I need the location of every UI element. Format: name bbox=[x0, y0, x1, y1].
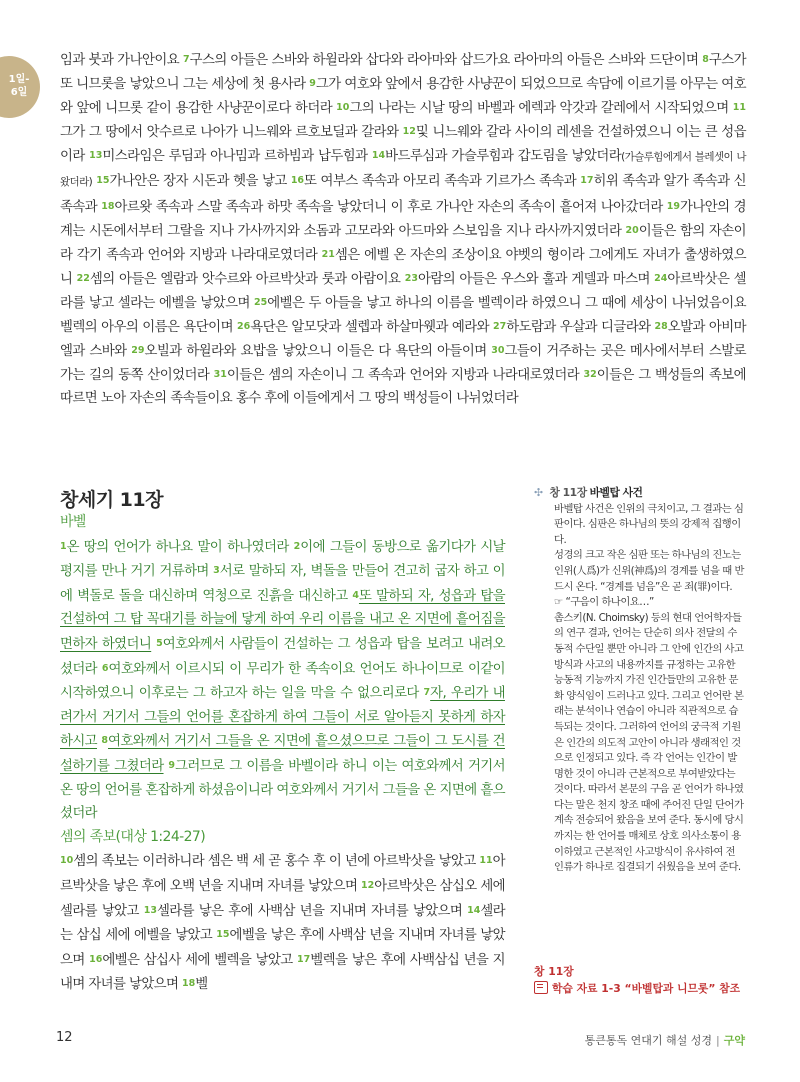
shem-genealogy-verses bbox=[60, 849, 505, 997]
verse-text: 구스의 아들은 스바와 하윌라와 삽다와 라아마와 삽드가요 라아마의 아들은 스바와 드단이며 bbox=[189, 53, 703, 68]
verse-text: 오빌과 하윌라와 요밥을 낳았으니 이들은 다 욕단의 아들이며 bbox=[144, 344, 492, 360]
verse-number: 26 bbox=[236, 321, 251, 333]
verse-number: 15 bbox=[96, 175, 110, 187]
verse-text: 그들이 거주하는 곳은 메사에서부터 스발로 가는 길의 동쪽 산이었더라 bbox=[60, 344, 746, 384]
verse-text: 셀라는 삼십 세에 에벨을 낳았고 bbox=[60, 903, 505, 944]
verse-text: 또 여부스 족속과 아모리 족속과 기르가스 족속과 bbox=[304, 174, 581, 190]
verse-text: 여호와께서 이르시되 이 무리가 한 족속이요 언어도 하나이므로 이같이 시작하였으니 이후로는 그 하고자 하는 일을 막을 수 없으리로다 bbox=[60, 661, 505, 702]
verse-number: 1 bbox=[60, 540, 67, 552]
genesis-10-continued-text bbox=[60, 48, 746, 410]
verse-number: 14 bbox=[467, 904, 481, 916]
verse-text: 셈의 아들은 엘람과 앗수르와 아르박삿과 룻과 아람이요 bbox=[89, 271, 405, 287]
verse-number: 23 bbox=[404, 272, 418, 284]
verse-number: 10 bbox=[336, 102, 350, 114]
verse-text: 아르박삿은 셀라를 낳고 셀라는 에벨을 낳았으며 bbox=[60, 271, 746, 311]
footer-separator: | bbox=[716, 1034, 720, 1047]
verse-number: 18 bbox=[101, 200, 115, 212]
verse-text: 오발과 아비마엘과 스바와 bbox=[60, 320, 746, 360]
verse-text: 이들은 그 백성들의 족보에 따르면 노아 자손의 족속들이요 홍수 후에 이들에게서 그 땅의 백성들이 나뉘었더라 bbox=[60, 368, 746, 407]
verse-number: 20 bbox=[625, 224, 639, 236]
note-heading bbox=[534, 485, 744, 501]
verse-number: 24 bbox=[654, 272, 668, 284]
verse-text: 그러므로 그 이름을 바벨이라 하니 이는 여호와께서 거기서 온 땅의 언어를 혼잡하게 하셨음이니라 여호와께서 거기서 그들을 온 지면에 흩으셨더라 bbox=[60, 758, 505, 822]
note-paragraph: 성경의 크고 작은 심판 또는 하나님의 진노는 인위(人爲)가 신위(神爲)의 경계를 넘을 때 반드시 온다. “경계를 넘음”은 곧 죄(罪)이다. bbox=[554, 549, 744, 593]
verse-number: 21 bbox=[321, 248, 335, 260]
verse-number: 5 bbox=[156, 637, 163, 649]
page-number: 12 bbox=[56, 1030, 73, 1045]
verse-text: 에벨을 낳은 후에 사백삼 년을 지내며 자녀를 낳았으며 bbox=[60, 928, 505, 968]
underlined-verse-text: 또 말하되 자, 성읍과 탑을 건설하여 그 탑 꼭대기를 하늘에 닿게 하여 우리 이름을 내고 온 지면에 흩어짐을 면하자 하였더니 bbox=[60, 588, 506, 652]
verse-text: 셀라를 낳은 후에 사백삼 년을 지내며 자녀를 낳았으며 bbox=[156, 903, 468, 919]
verse-text: 및 니느웨와 갈라 사이의 레센을 건설하였으니 이는 큰 성읍이라 bbox=[60, 125, 746, 165]
verse-text: 이에 그들이 동방으로 옮기다가 시날 평지를 만나 거기 거류하며 bbox=[60, 539, 506, 580]
verse-number: 13 bbox=[143, 904, 157, 916]
verse-text: 서로 말하되 자, 벽돌을 만들어 견고히 굽자 하고 이에 벽돌로 돌을 대신하며 역청으로 진흙을 대신하고 bbox=[60, 564, 505, 604]
verse-text: 가나안의 경계는 시돈에서부터 그랄을 지나 가사까지와 소돔과 고모라와 아드마와 스보임을 지나 라사까지였더라 bbox=[60, 199, 746, 239]
verse-number: 27 bbox=[493, 321, 507, 333]
verse-text: 이들은 함의 자손이라 각기 족속과 언어와 지방과 나라대로였더라 bbox=[60, 223, 747, 263]
section-title-shem-genealogy: 셈의 족보(대상 1:24-27) bbox=[60, 828, 206, 845]
genesis-11-column bbox=[60, 511, 505, 997]
study-material-reference[interactable] bbox=[534, 981, 740, 996]
verse-number: 6 bbox=[101, 662, 109, 674]
verse-number: 11 bbox=[732, 102, 746, 114]
verse-number: 29 bbox=[131, 345, 145, 357]
note-paragraph: 바벨탑 사건은 인위의 극치이고, 그 결과는 심판이다. 심판은 하나님의 뜻의 강제적 집행이다. bbox=[554, 502, 744, 546]
note-chapter-label: 창 11장 bbox=[549, 486, 587, 499]
verse-text: 그의 나라는 시날 땅의 바벨과 에렉과 악갓과 갈레에서 시작되었으며 bbox=[349, 101, 733, 117]
note-quote: ☞ “구음이 하나이요…” bbox=[554, 596, 654, 609]
verse-number: 15 bbox=[216, 929, 230, 941]
note-body bbox=[554, 502, 744, 876]
verse-text: 가나안은 장자 시돈과 헷을 낳고 bbox=[109, 174, 291, 190]
verse-text: 에벨은 삼십사 세에 벨렉을 낳았고 bbox=[102, 952, 298, 968]
study-material-link-text[interactable]: 학습 자료 1-3 “바벨탑과 니므롯” 참조 bbox=[552, 982, 741, 995]
verse-text: 히위 족속과 알가 족속과 신 족속과 bbox=[60, 174, 746, 215]
document-icon bbox=[534, 981, 548, 994]
verse-text: 에벨은 두 아들을 낳고 하나의 이름을 벨렉이라 하였으니 그 때에 세상이 나뉘었음이요 벨렉의 아우의 이름은 욕단이며 bbox=[60, 295, 746, 336]
babel-verses bbox=[60, 535, 505, 826]
footer bbox=[585, 1032, 745, 1048]
underlined-verse-text: 자, 우리가 내려가서 거기서 그들의 언어를 혼잡하게 하여 그들이 서로 알아듣지 못하게 하자 하시고 bbox=[60, 686, 505, 750]
verse-number: 3 bbox=[213, 565, 220, 577]
chapter-title: 창세기 11장 bbox=[60, 489, 163, 511]
verse-number: 8 bbox=[702, 54, 709, 65]
verse-number: 22 bbox=[76, 272, 90, 284]
verse-number: 12 bbox=[361, 879, 375, 891]
verse-number: 9 bbox=[168, 759, 176, 771]
verse-text: 구스가 또 니므롯을 낳았으니 그는 세상에 첫 용사라 bbox=[60, 53, 746, 93]
verse-text: 그가 여호와 앞에서 용감한 사냥꾼이 되었으므로 속담에 이르기를 아무는 여호와 앞에 니므롯 같이 용감한 사냥꾼이로다 하더라 bbox=[60, 77, 746, 117]
cross-ornament-icon: ✣ bbox=[534, 486, 543, 499]
section-title-babel: 바벨 bbox=[60, 514, 86, 530]
day-range-label: 1일- 6일 bbox=[8, 74, 30, 98]
verse-text: 이들은 셈의 자손이니 그 족속과 언어와 지방과 나라대로였더라 bbox=[226, 368, 584, 384]
verse-text: 온 땅의 언어가 하나요 말이 하나였더라 bbox=[66, 539, 294, 555]
verse-number: 18 bbox=[182, 978, 196, 990]
verse-text: 바드루심과 가슬루힘과 갑도림을 낳았더라 bbox=[385, 149, 622, 165]
verse-number: 32 bbox=[583, 369, 597, 381]
day-range-tab bbox=[0, 56, 40, 118]
reference-chapter-label: 창 11장 bbox=[534, 965, 574, 978]
verse-text: 아르왓 족속과 스말 족속과 하맛 족속을 낳았더니 이 후로 가나안 자손의 족속이 흩어져 나아갔더라 bbox=[114, 199, 667, 215]
verse-number: 19 bbox=[666, 200, 680, 212]
verse-number: 25 bbox=[253, 296, 268, 308]
verse-text: 하도람과 우살과 디글라와 bbox=[506, 320, 655, 336]
verse-number: 13 bbox=[89, 150, 103, 162]
verse-number: 2 bbox=[293, 540, 301, 552]
verse-number: 14 bbox=[371, 150, 386, 162]
verse-note-text: (가슬루힘에게서 블레셋이 나왔더라) bbox=[60, 151, 746, 189]
footer-book-title: 통큰통독 연대기 해설 성경 bbox=[584, 1034, 713, 1047]
verse-text: 아르박삿은 삼십오 세에 셀라를 낳았고 bbox=[60, 878, 505, 919]
verse-text: 벨렉을 낳은 후에 사백삼십 년을 지내며 자녀를 낳았으며 bbox=[60, 952, 506, 993]
verse-number: 4 bbox=[352, 589, 359, 601]
verse-text: 셈의 족보는 이러하니라 셈은 백 세 곧 홍수 후 이 년에 아르박삿을 낳았고 bbox=[73, 854, 480, 870]
verse-number: 9 bbox=[309, 78, 316, 90]
note-title: 바벨탑 사건 bbox=[589, 486, 643, 499]
verse-text: 아르박삿을 낳은 후에 오백 년을 지내며 자녀를 낳았으며 bbox=[60, 854, 505, 894]
verse-text: 아람의 아들은 우스와 훌과 게델과 마스며 bbox=[417, 271, 655, 287]
verse-text: 셈은 에벨 온 자손의 조상이요 야벳의 형이라 그에게도 자녀가 출생하였으니 bbox=[60, 247, 746, 287]
verse-text: 여호와께서 사람들이 건설하는 그 성읍과 탑을 보려고 내려오셨더라 bbox=[60, 636, 505, 677]
verse-number: 12 bbox=[402, 126, 416, 138]
commentary-note bbox=[534, 485, 744, 876]
verse-number: 10 bbox=[60, 855, 74, 867]
verse-number: 28 bbox=[654, 321, 668, 333]
verse-text: 벨 bbox=[195, 977, 208, 993]
verse-number: 16 bbox=[290, 175, 305, 187]
verse-number: 17 bbox=[580, 175, 594, 187]
verse-text: 그가 그 땅에서 앗수르로 나아가 니느웨와 르호보딜과 갈라와 bbox=[60, 125, 403, 141]
verse-number: 17 bbox=[297, 953, 311, 965]
verse-text: 미스라임은 루딤과 아나밈과 르하빔과 납두힘과 bbox=[102, 149, 372, 165]
footer-testament: 구약 bbox=[723, 1034, 745, 1047]
note-paragraph: 촘스키(N. Choimsky) 등의 현대 언어학자들의 연구 결과, 언어는 단순히 의사 전달의 수동적 수단일 뿐만 아니라 그 안에 인간의 사고방식과 사고의 내용까지를 규정하는 고유한 능동적 기능까지 가진 인간들만의 고유한 문화 양식임이 드러나고 있다. 그리고 언어란 본래는 분석이나 연습이 아니라 직관적으로 습득되는 것이다. 그러하여 언어의 궁극적 기원은 인간의 의도적 고안이 아니라 생래적인 것으로 인정되고 있다. 즉 각 언어는 인간이 발명한 것이 아니라 근본적으로 부여받았다는 것이다. 따라서 본문의 구음 곧 언어가 하나였다는 말은 천지 창조 때에 주어진 단일 단어가 계속 전승되어 왔음을 보여 준다. 동시에 당시까지는 한 언어를 매체로 상호 의사소통이 용이하였고 근본적인 사고방식이 유사하여 전 인류가 하나로 집결되기 쉬웠음을 보여 준다. bbox=[554, 611, 744, 874]
verse-number: 16 bbox=[89, 953, 103, 965]
verse-number: 7 bbox=[182, 54, 190, 65]
verse-number: 8 bbox=[101, 735, 109, 747]
verse-text: 임과 붓과 가나안이요 bbox=[60, 53, 183, 68]
verse-number: 31 bbox=[213, 369, 227, 381]
underlined-verse-text: 여호와께서 거기서 그들을 온 지면에 흩으셨으므로 그들이 그 도시를 건설하기를 그쳤더라 bbox=[60, 734, 505, 774]
verse-number: 7 bbox=[423, 687, 431, 699]
verse-number: 30 bbox=[491, 345, 505, 357]
verse-number: 11 bbox=[479, 855, 493, 867]
verse-text: 욕단은 알모닷과 셀렙과 하살마웻과 예라와 bbox=[250, 320, 494, 336]
